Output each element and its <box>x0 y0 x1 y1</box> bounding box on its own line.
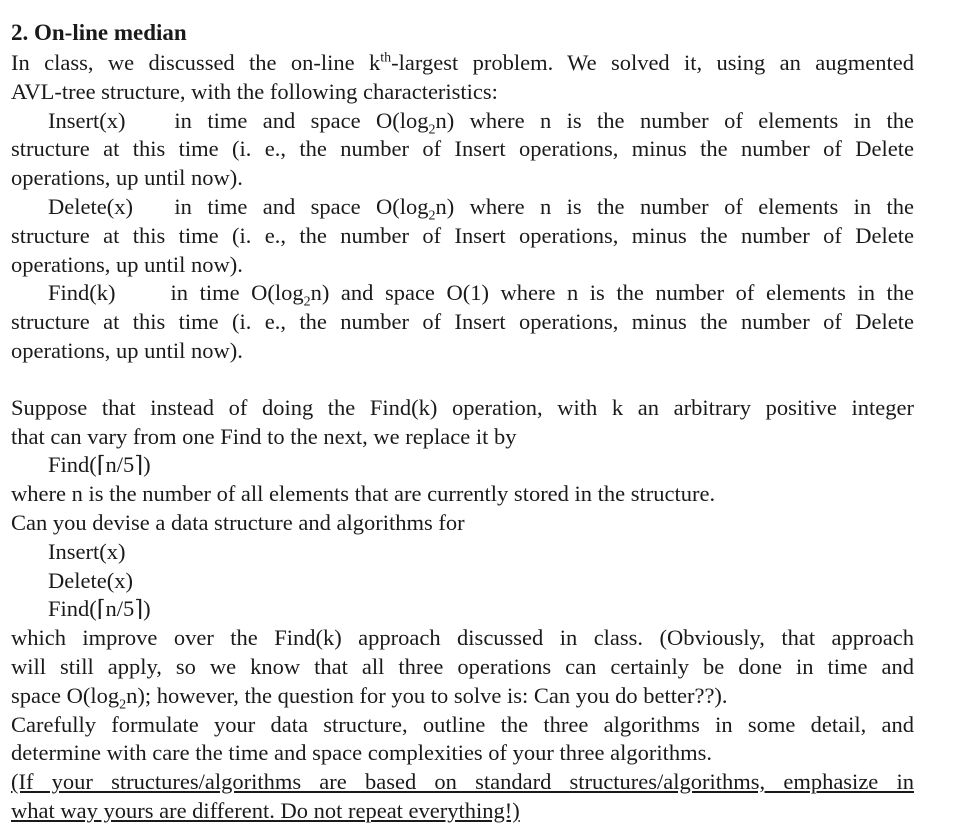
carefully-line-2: determine with care the time and space complexities of your three algorithms. <box>11 740 713 766</box>
suppose-line-3: where n is the number of all elements that are currently stored in the structure. <box>11 481 716 507</box>
suppose-line-1: Suppose that instead of doing the Find(k) operation, with k an arbitrary positive integer <box>11 394 914 420</box>
paragraph-gap <box>11 366 914 394</box>
op-list-item: Find(⌈n/5⌉) <box>48 596 151 622</box>
op-find-line-2: structure at this time (i. e., the number of Insert operations, minus the number of Delete <box>11 309 914 335</box>
suppose-line-2: that can vary from one Find to the next, we replace it by <box>11 423 517 449</box>
improve-line-3: space $O(\log_2n)$; however, the question for you to solve is: Can you do better??). <box>11 682 728 713</box>
op-insert-line-3: operations, up until now). <box>11 165 243 191</box>
problem-heading: 2. On-line median <box>11 20 187 45</box>
intro-line-1: In class, we discussed the on-line $k^{th}$-largest problem. We solved it, using an augmented <box>11 50 914 75</box>
op-find-line-1: Find(k) in time $O(\log_2n)$ and space O(1) where n is the number of elements in the <box>48 280 914 310</box>
document-page <box>11 18 914 826</box>
op-insert-line-2: structure at this time (i. e., the number of Insert operations, minus the number of Delete <box>11 136 914 162</box>
op-delete-line-2: structure at this time (i. e., the number of Insert operations, minus the number of Delete <box>11 222 914 248</box>
find-ceiling-expression: Find(⌈n/5⌉) <box>48 452 151 478</box>
op-delete-line-1: Delete(x) in time and space $O(\log_2n)$ where n is the number of elements in the <box>48 193 914 224</box>
op-list-item: Insert(x) <box>48 538 126 564</box>
carefully-line-1: Carefully formulate your data structure, outline the three algorithms in some detail, and <box>11 711 914 737</box>
improve-line-1: which improve over the Find(k) approach discussed in class. (Obviously, that approach <box>11 625 914 651</box>
op-delete-line-3: operations, up until now). <box>11 251 243 277</box>
suppose-line-4: Can you devise a data structure and algorithms for <box>11 509 465 535</box>
note-line-1: (If your structures/algorithms are based on standard structures/algorithms, emphasize in <box>11 769 914 795</box>
op-insert-line-1: Insert(x) in time and space $O(\log_2n)$ where n is the number of elements in the <box>48 107 914 138</box>
op-list-item: Delete(x) <box>48 567 133 593</box>
improve-line-2: will still apply, so we know that all three operations can certainly be done in time and <box>11 653 914 679</box>
op-find-line-3: operations, up until now). <box>11 337 243 363</box>
note-line-2: what way yours are different. Do not repeat everything!) <box>11 797 520 823</box>
intro-line-2: AVL-tree structure, with the following characteristics: <box>11 78 498 104</box>
